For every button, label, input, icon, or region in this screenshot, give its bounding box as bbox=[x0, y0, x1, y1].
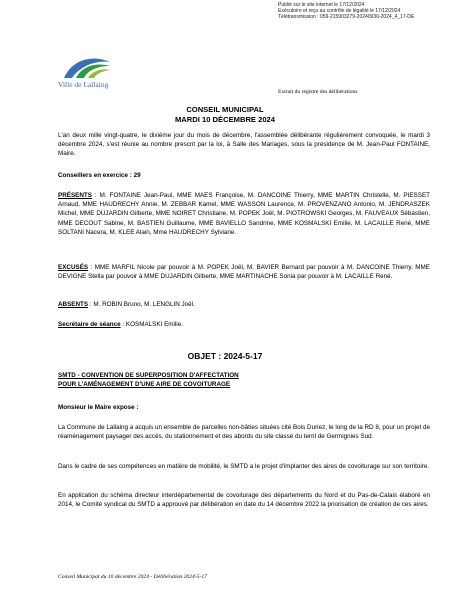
presents-list: : M. FONTAINE Jean-Paul, MME MAES Françoise, M. DANCOINE Thierry, MME MARTIN Christelle, M. PIESSET Arnaud, MME HAUDRECHY Annie, M. ZEBBAR Kamel, MME WASSON Laurence, M. PROVENZANO Antonio, M. JENDRASZEK Michel, MME DUJARDIN Gilberte, MME NOIRET Christiane, M. POPEK Joël, M. PIOTROWSKI Georges, M. FAUVEAUX Sébastien, MME DECOUT Sabine, M. BASTIEN Guillaume, MME BAVIELLO Sandrine, MME KOSMALSKI Emilie, M. LACAILLE René, MME SOLTANI Nacera, M. KLEE Alain, Mme HAUDRECHY Sylviane. bbox=[58, 192, 430, 236]
subject-heading bbox=[58, 371, 430, 389]
objet-heading: OBJET : 2024-5-17 bbox=[187, 351, 263, 361]
page-footer: Conseil Municipal du 10 décembre 2024 - Délibération 2024-5-17 bbox=[58, 574, 207, 580]
absents-paragraph bbox=[58, 300, 430, 309]
publication-stamp bbox=[278, 2, 448, 21]
extract-label: Extrait du registre des délibérations bbox=[278, 89, 358, 95]
expose-heading: Monsieur le Maire expose : bbox=[58, 404, 139, 411]
stamp-line: Publié sur le site internet le 17/12/2024 bbox=[278, 2, 365, 8]
presents-label: PRÉSENTS bbox=[58, 192, 92, 199]
conseillers-count: 29 bbox=[133, 172, 141, 179]
absents-list: : M. ROBIN Bruno, M. LENGLIN Joël. bbox=[88, 301, 195, 308]
stamp-line: Télétransmission : 059-215903279-20240930-2024_4_17-DE bbox=[278, 14, 415, 21]
secretaire-paragraph bbox=[58, 320, 430, 329]
excuses-paragraph bbox=[58, 263, 430, 281]
council-title: CONSEIL MUNICIPAL bbox=[186, 105, 264, 114]
conseillers-label: Conseillers en exercice : bbox=[58, 172, 132, 179]
subject-line: SMTD - CONVENTION DE SUPERPOSITION D'AFFECTATION bbox=[58, 372, 239, 379]
paragraph-mobility: Dans le cadre de ses compétences en matière de mobilité, le SMTD a le projet d'implanter des aires de covoiturage sur son territoire. bbox=[58, 463, 430, 470]
logo-icon bbox=[62, 52, 112, 80]
conseillers-line bbox=[58, 171, 430, 180]
secretaire-name: : KOSMALSKI Emilie. bbox=[120, 321, 183, 328]
town-logo bbox=[58, 52, 116, 92]
excuses-list: : MME MARFIL Nicole par pouvoir à M. POPEK Joël, M. BAVIER Bernard par pouvoir à M. DANCOINE Thierry, MME DEVIGNE Stella par pouvoir à MME DUJARDIN Gilberte, MME MARTINACHE Sonia par pouvoir à M. LACAILLE René. bbox=[58, 264, 430, 281]
presents-paragraph bbox=[58, 191, 430, 237]
absents-label: ABSENTS bbox=[58, 301, 89, 308]
paragraph-schema: En application du schéma directeur interdépartemental de covoiturage des départements du Nord et du Pas-de-Calais élaboré en 2014, le Comité syndical du SMTD a approuvé par délibération en date du 14 décembre 2022 la priorisation de création de ces aires. bbox=[58, 492, 430, 509]
paragraph-acquisition: La Commune de Lallaing a acquis un ensemble de parcelles non-bâties situées cité Bois Duriez, le long de la RD 8, pour un projet de réaménagement paysager des accès, du stationnement et des abords du site classé du terril de Germignies Sud. bbox=[58, 424, 430, 441]
intro-paragraph: L'an deux mille vingt-quatre, le dixième jour du mois de décembre, l'assemblée délibérante régulièrement convoquée, le mardi 3 décembre 2024, s'est réunie au nombre prescrit par la loi, à Salle des Mariages, sous la présidence de M. Jean-Paul FONTAINE, Maire. bbox=[58, 132, 430, 158]
secretaire-label: Secrétaire de séance bbox=[58, 321, 121, 328]
excuses-label: EXCUSÉS bbox=[58, 264, 89, 271]
subject-line: POUR L'AMÉNAGEMENT D'UNE AIRE DE COVOITURAGE bbox=[58, 381, 231, 389]
stamp-line: Exécutoire et reçu au contrôle de légalité le 17/12/2024 bbox=[278, 8, 401, 15]
logo-text: Ville de Lallaing bbox=[58, 80, 109, 89]
meeting-date: MARDI 10 DÉCEMBRE 2024 bbox=[174, 115, 275, 124]
